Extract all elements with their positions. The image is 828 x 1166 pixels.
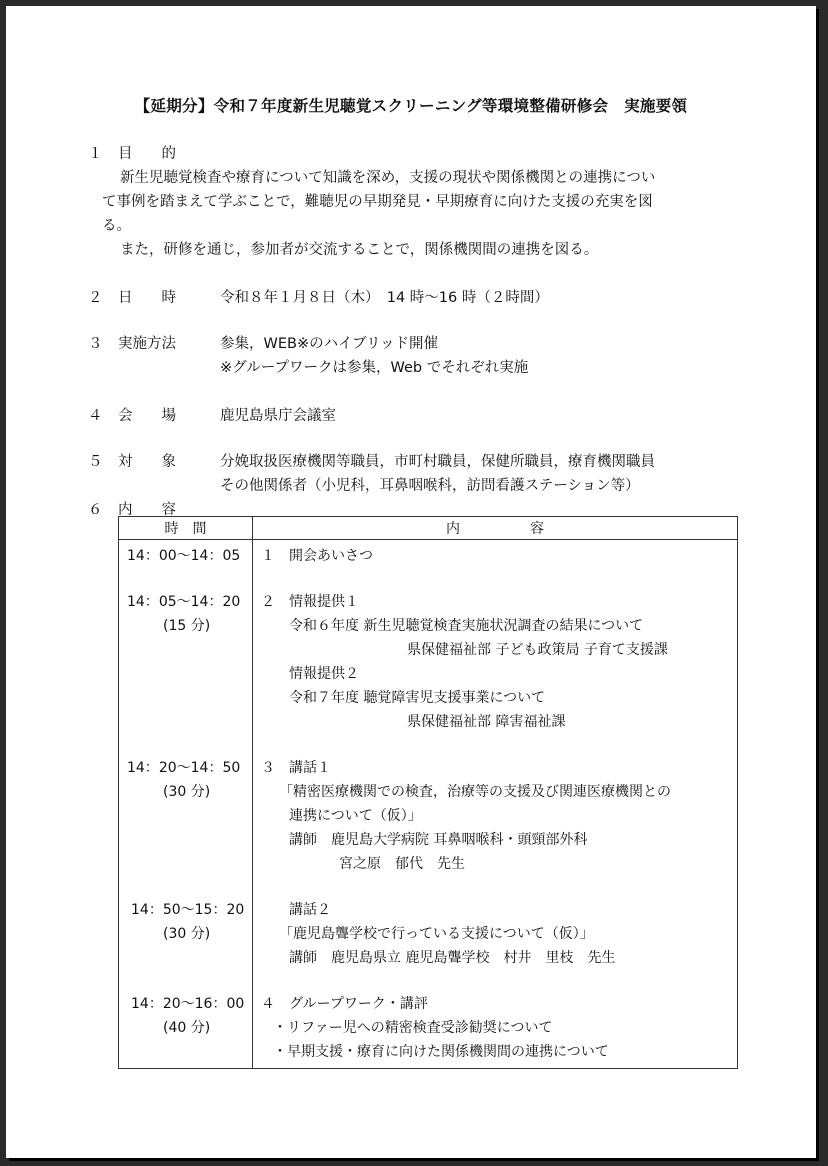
section-2-value: 令和８年１月８日（木） 14 時～16 時（２時間） (220, 290, 549, 306)
table-row (119, 540, 738, 587)
section-1-heading: 目 的 (118, 146, 176, 162)
document-title: 【延期分】令和７年度新生児聴覚スクリーニング等環境整備研修会 実施要領 (134, 97, 688, 115)
row-line: 講師 鹿児島大学病院 耳鼻咽喉科・頭頸部外科 (289, 832, 588, 848)
row-line: 連携について（仮）」 (289, 808, 422, 824)
row-time: 14：20～14：50 (127, 760, 241, 776)
section-1-line-3: る。 (102, 218, 131, 234)
header-content: 内 容 (253, 517, 738, 540)
row-time: 14：20～16：00 (131, 996, 245, 1012)
row-line: 講師 鹿児島県立 鹿児島聾学校 村井 里枝 先生 (289, 950, 616, 966)
section-3-value-2: ※グループワークは参集，Web でそれぞれ実施 (220, 360, 529, 376)
section-5-heading: 対 象 (118, 454, 176, 470)
row-duration: (40 分) (163, 1020, 211, 1036)
section-3-heading: 実施方法 (118, 336, 176, 352)
section-1-line-2: て事例を踏まえて学ぶことで，難聴児の早期発見・早期療育に向けた支援の充実を図 (102, 194, 653, 210)
row-line: 県保健福祉部 障害福祉課 (407, 714, 566, 730)
row-duration: (30 分) (163, 784, 211, 800)
row-line: ３ 講話１ (261, 760, 331, 776)
row-line: 「鹿児島聾学校で行っている支援について（仮）」 (279, 926, 594, 942)
row-time: 14：05～14：20 (127, 594, 241, 610)
section-4-heading: 会 場 (118, 408, 176, 424)
row-time: 14：50～15：20 (131, 902, 245, 918)
section-2-number: ２ (88, 290, 103, 306)
section-1-number: １ (88, 146, 103, 162)
row-line: 講話２ (289, 902, 331, 918)
row-line: 宮之原 郁代 先生 (339, 856, 465, 872)
section-1-paragraph (102, 166, 752, 262)
row-line: 県保健福祉部 子ども政策局 子育て支援課 (407, 642, 668, 658)
row-line: ・早期支援・療育に向けた関係機関間の連携について (273, 1044, 609, 1060)
schedule-table (118, 516, 738, 1069)
section-3-number: ３ (88, 336, 103, 352)
document-page (6, 6, 816, 1158)
row-line: １ 開会あいさつ (261, 548, 373, 564)
row-duration: (15 分) (163, 618, 211, 634)
row-line: 情報提供２ (289, 666, 359, 682)
section-5-value-1: 分娩取扱医療機関等職員，市町村職員，保健所職員，療育機関職員 (220, 454, 655, 470)
section-4-number: ４ (88, 408, 103, 424)
section-1-line-4: また，研修を通じ，参加者が交流することで，関係機関間の連携を図る。 (120, 242, 599, 258)
row-line: ４ グループワーク・講評 (261, 996, 428, 1012)
section-5-value-2: その他関係者（小児科，耳鼻咽喉科，訪問看護ステーション等） (220, 478, 640, 494)
section-5-number: ５ (88, 454, 103, 470)
table-row (119, 894, 738, 988)
section-6-number: ６ (88, 502, 103, 518)
table-row (119, 988, 738, 1069)
row-line: 令和６年度 新生児聴覚検査実施状況調査の結果について (289, 618, 644, 634)
section-4-value: 鹿児島県庁会議室 (220, 408, 336, 424)
table-row (119, 586, 738, 752)
row-line: ・リファー児への精密検査受診勧奨について (273, 1020, 553, 1036)
schedule-header-row (119, 517, 738, 540)
row-line: ２ 情報提供１ (261, 594, 359, 610)
table-row (119, 752, 738, 894)
section-1-line-1: 新生児聴覚検査や療育について知識を深め，支援の現状や関係機関との連携につい (120, 170, 656, 186)
section-6-heading: 内 容 (118, 502, 176, 518)
row-line: 「精密医療機関での検査，治療等の支援及び関連医療機関との (279, 784, 671, 800)
row-duration: (30 分) (163, 926, 211, 942)
section-3-value-1: 参集，WEB※のハイブリッド開催 (220, 336, 438, 352)
section-2-heading: 日 時 (118, 290, 176, 306)
row-line: 令和７年度 聴覚障害児支援事業について (289, 690, 546, 706)
header-time: 時 間 (119, 517, 253, 540)
row-time: 14：00～14：05 (127, 548, 241, 564)
